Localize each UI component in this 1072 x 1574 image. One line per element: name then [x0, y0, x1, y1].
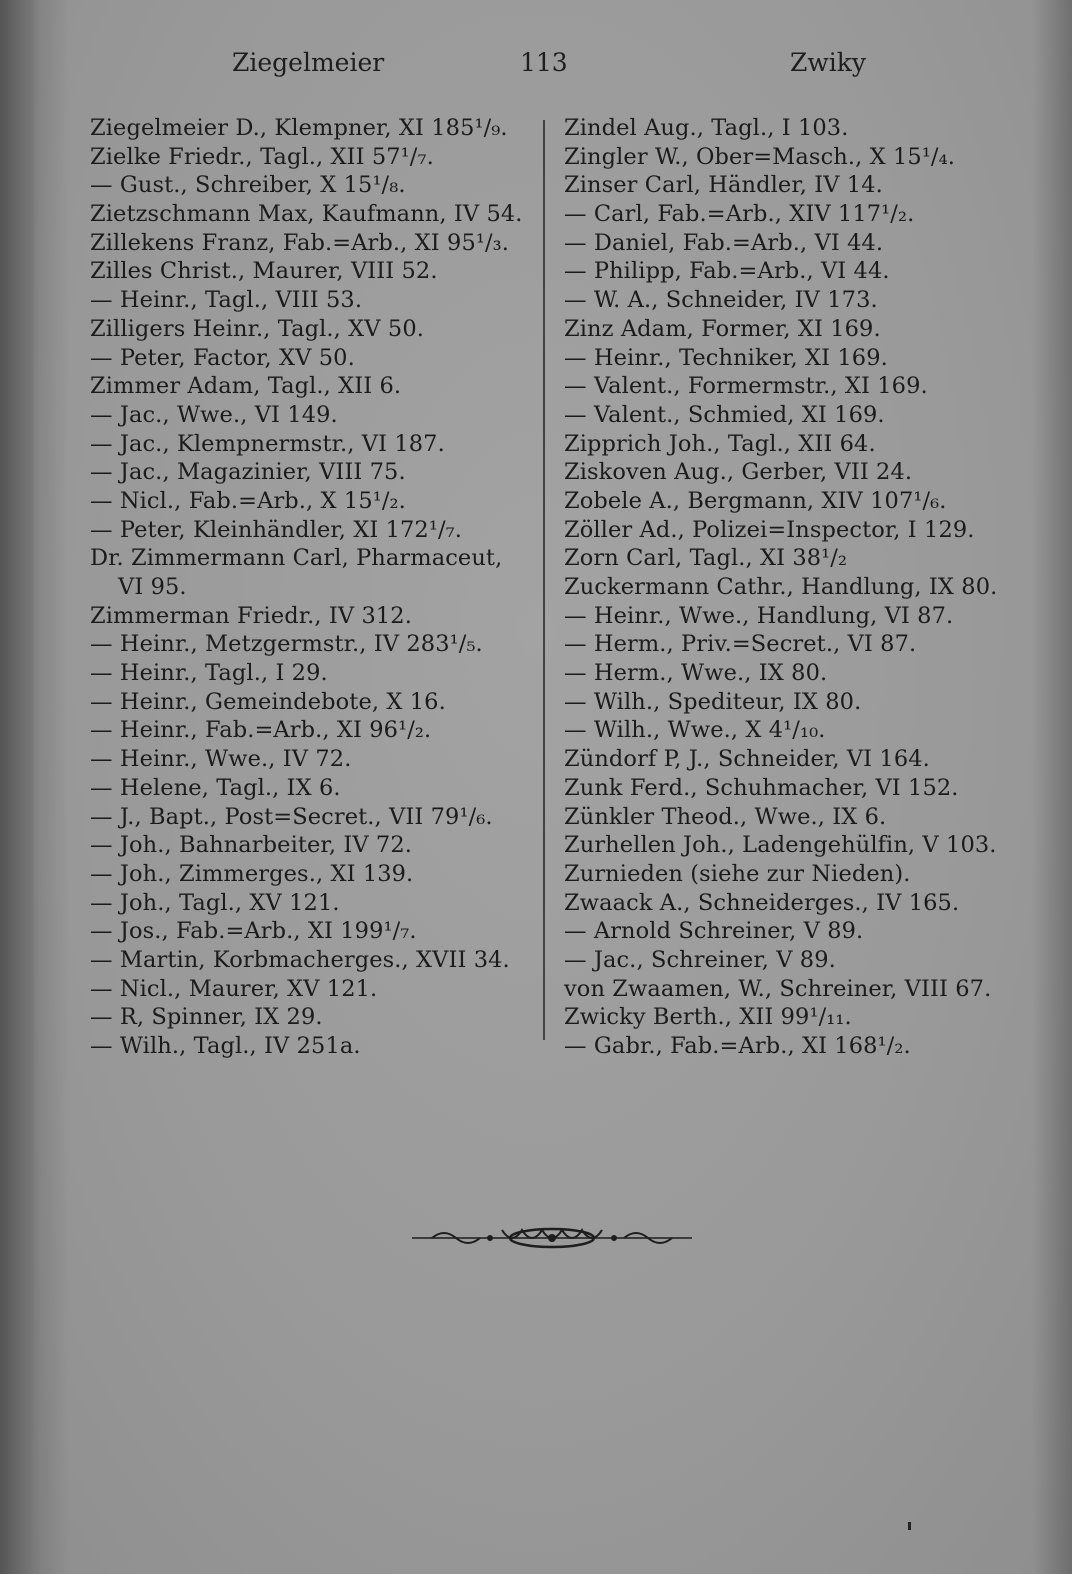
directory-entry: — Philipp, Fab.=Arb., VI 44. [564, 258, 890, 285]
directory-entry: — Wilh., Spediteur, IX 80. [564, 688, 862, 715]
directory-entry: Zinser Carl, Händler, IV 14. [564, 172, 883, 199]
directory-entry: — Gust., Schreiber, X 15¹/₈. [90, 172, 406, 199]
directory-entry: Zündorf P, J., Schneider, VI 164. [564, 746, 930, 773]
directory-entry: Zuckermann Cathr., Handlung, IX 80. [564, 574, 998, 600]
directory-entry: — Joh., Zimmerges., XI 139. [90, 860, 414, 887]
directory-entry: — Heinr., Fab.=Arb., XI 96¹/₂. [90, 717, 432, 744]
directory-entry: — Heinr., Tagl., I 29. [90, 660, 328, 687]
directory-entry: — Jac., Magazinier, VIII 75. [90, 459, 406, 486]
directory-entry: Zimmerman Friedr., IV 312. [90, 602, 412, 629]
left-column [90, 114, 535, 1061]
directory-entry: — Heinr., Wwe., Handlung, VI 87. [564, 602, 954, 629]
directory-entry: — Peter, Factor, XV 50. [90, 344, 355, 371]
directory-entry: Zinz Adam, Former, XI 169. [564, 315, 881, 342]
directory-entry: — Nicl., Maurer, XV 121. [90, 975, 378, 1002]
directory-entry: — Herm., Wwe., IX 80. [564, 660, 828, 687]
right-column [564, 114, 1004, 1061]
directory-entry: Zipprich Joh., Tagl., XII 64. [564, 430, 876, 457]
directory-entry: Zingler W., Ober=Masch., X 15¹/₄. [564, 143, 955, 170]
directory-entry: — Heinr., Techniker, XI 169. [564, 344, 888, 371]
ink-speck [908, 1522, 911, 1530]
directory-entry: — Valent., Formermstr., XI 169. [564, 373, 928, 400]
directory-entry: — Jac., Klempnermstr., VI 187. [90, 430, 445, 457]
directory-entry: — Arnold Schreiner, V 89. [564, 918, 864, 945]
directory-entry: VI 95. [118, 574, 187, 600]
directory-entry: Zwaack A., Schneiderges., IV 165. [564, 889, 960, 916]
directory-entry: — Wilh., Wwe., X 4¹/₁₀. [564, 717, 826, 744]
directory-entry: — W. A., Schneider, IV 173. [564, 287, 878, 314]
directory-entry: Zunk Ferd., Schuhmacher, VI 152. [564, 774, 959, 801]
directory-entry: von Zwaamen, W., Schreiner, VIII 67. [564, 975, 992, 1002]
directory-entry: — Gabr., Fab.=Arb., XI 168¹/₂. [564, 1033, 911, 1059]
column-divider [543, 120, 545, 1040]
directory-entry: — R, Spinner, IX 29. [90, 1004, 323, 1031]
directory-entry: Zobele A., Bergmann, XIV 107¹/₆. [564, 487, 947, 514]
directory-entry: — Nicl., Fab.=Arb., X 15¹/₂. [90, 487, 406, 514]
directory-entry: Zielke Friedr., Tagl., XII 57¹/₇. [90, 143, 434, 170]
running-head-left: Ziegelmeier [232, 48, 385, 77]
directory-entry: Zillekens Franz, Fab.=Arb., XI 95¹/₃. [90, 229, 510, 256]
directory-entry: Dr. Zimmermann Carl, Pharmaceut, [90, 545, 503, 572]
directory-entry: Zindel Aug., Tagl., I 103. [564, 115, 849, 141]
directory-entry: Zurhellen Joh., Ladengehülfin, V 103. [564, 832, 997, 859]
directory-entry: — J., Bapt., Post=Secret., VII 79¹/₆. [90, 803, 493, 830]
running-head-right: Zwiky [790, 48, 867, 77]
directory-entry: Zilles Christ., Maurer, VIII 52. [90, 258, 438, 285]
directory-entry: — Joh., Tagl., XV 121. [90, 889, 340, 916]
page-number: 113 [520, 48, 568, 77]
directory-entry: — Herm., Priv.=Secret., VI 87. [564, 631, 917, 658]
directory-entry: — Jac., Schreiner, V 89. [564, 946, 836, 973]
directory-entry: — Joh., Bahnarbeiter, IV 72. [90, 832, 412, 859]
directory-entry: Zietzschmann Max, Kaufmann, IV 54. [90, 201, 523, 228]
directory-entry: Ziskoven Aug., Gerber, VII 24. [564, 459, 913, 486]
directory-entry: — Heinr., Tagl., VIII 53. [90, 287, 363, 314]
directory-entry: — Martin, Korbmacherges., XVII 34. [90, 946, 510, 973]
directory-entry: — Heinr., Metzgermstr., IV 283¹/₅. [90, 631, 483, 658]
ornament-divider [412, 1225, 692, 1251]
directory-entry: Zilligers Heinr., Tagl., XV 50. [90, 315, 424, 342]
directory-entry: Ziegelmeier D., Klempner, XI 185¹/₉. [90, 115, 508, 141]
directory-entry: Zorn Carl, Tagl., XI 38¹/₂ [564, 545, 848, 572]
directory-entry: Zurnieden (siehe zur Nieden). [564, 860, 911, 887]
directory-entry: — Peter, Kleinhändler, XI 172¹/₇. [90, 516, 463, 543]
directory-entry: Zimmer Adam, Tagl., XII 6. [90, 373, 402, 400]
directory-entry: — Heinr., Gemeindebote, X 16. [90, 688, 446, 715]
directory-entry: — Daniel, Fab.=Arb., VI 44. [564, 229, 884, 256]
book-spine-shadow [0, 0, 34, 1574]
directory-entry: — Wilh., Tagl., IV 251a. [90, 1033, 361, 1059]
directory-entry: Zöller Ad., Polizei=Inspector, I 129. [564, 516, 975, 543]
directory-entry: Zünkler Theod., Wwe., IX 6. [564, 803, 887, 830]
directory-entry: — Helene, Tagl., IX 6. [90, 774, 341, 801]
directory-entry: — Carl, Fab.=Arb., XIV 117¹/₂. [564, 201, 915, 228]
directory-entry: — Jos., Fab.=Arb., XI 199¹/₇. [90, 918, 417, 945]
directory-entry: — Heinr., Wwe., IV 72. [90, 746, 352, 773]
running-head [0, 48, 1072, 88]
directory-entry: — Jac., Wwe., VI 149. [90, 401, 338, 428]
directory-entry: — Valent., Schmied, XI 169. [564, 401, 885, 428]
directory-entry: Zwicky Berth., XII 99¹/₁₁. [564, 1004, 852, 1031]
